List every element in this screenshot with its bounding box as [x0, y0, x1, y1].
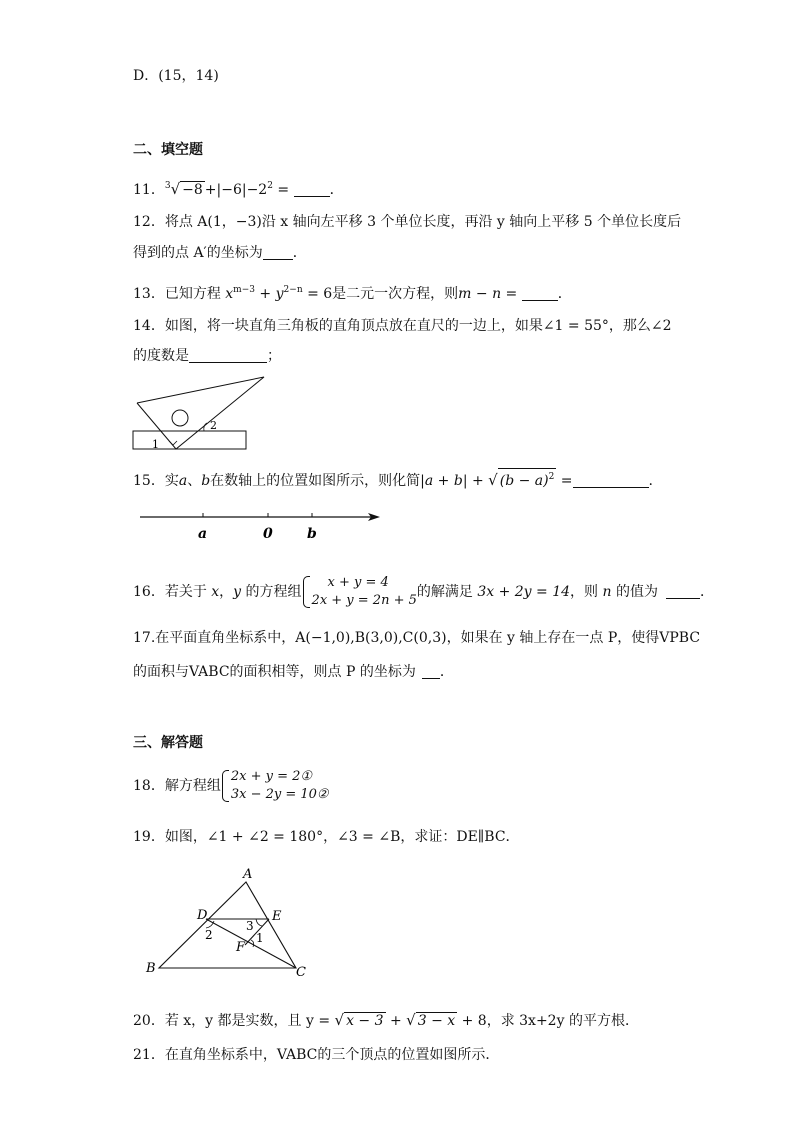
option-d: D．(15，14)	[133, 68, 219, 84]
question-16: 16．若关于 x，y 的方程组 x + y = 4 2x + y = 2n + 5 的解满足 3x + 2y = 14，则 n 的值为 ．	[133, 575, 714, 608]
section-fill-blank-heading: 二、填空题	[133, 142, 203, 158]
equation-system: 2x + y = 2① 3x − 2y = 10②	[221, 768, 329, 804]
angle-2-label: 2	[205, 928, 213, 942]
label-A: A	[243, 867, 253, 882]
label-D: D	[197, 908, 208, 923]
label-F: F	[236, 940, 246, 955]
angle-1-label: 1	[256, 931, 264, 945]
question-14-line2: 的度数是 ；	[133, 348, 281, 364]
tick-label-0: 0	[263, 526, 273, 542]
question-19: 19．如图，∠1 + ∠2 = 180°，∠3 = ∠B，求证：DE∥BC．	[133, 829, 520, 845]
label-B: B	[146, 961, 156, 976]
tick-label-b: b	[307, 526, 317, 542]
question-13: 13．已知方程 $x^{m-3} + y^{2-n} = 6$是二元一次方程，则m − n = ．	[133, 285, 572, 302]
question-17-line1: 17.在平面直角坐标系中，A(−1,0),B(3,0),C(0,3)，如果在 y 轴上存在一点 P，使得VPBC	[133, 630, 701, 646]
tick-label-a: a	[198, 526, 208, 542]
label-C: C	[296, 965, 306, 980]
question-17-line2: 的面积与VABC的面积相等，则点 P 的坐标为 ．	[133, 664, 454, 680]
angle-1-label: 1	[152, 438, 159, 451]
question-12-line1: 12．将点 A(1，−3)沿 x 轴向左平移 3 个单位长度，再沿 y 轴向上平移 5 个单位长度后	[133, 214, 682, 230]
question-14-line1: 14．如图，将一块直角三角板的直角顶点放在直尺的一边上，如果∠1 = 55°，那么∠2	[133, 318, 672, 334]
question-15: 15．实a、b在数轴上的位置如图所示，则化简|a + b| + √ $(b - a)^2$ = .	[133, 468, 653, 491]
question-20: 20．若 x，y 都是实数，且 y = √ x − 3 + √ 3 − x + 8，求 3x+2y 的平方根．	[133, 1011, 639, 1029]
question-11: 11．$^3√ -8 +|-6|-2^2$ = ．	[133, 180, 344, 198]
question-21: 21．在直角坐标系中，VABC的三个顶点的位置如图所示．	[133, 1047, 500, 1063]
angle-2-label: 2	[210, 419, 217, 432]
equation-system: x + y = 4 2x + y = 2n + 5	[302, 574, 417, 610]
question-18: 18．解方程组 2x + y = 2① 3x − 2y = 10②	[133, 769, 329, 802]
label-E: E	[272, 909, 282, 924]
angle-3-label: 3	[246, 919, 254, 933]
section-solve-heading: 三、解答题	[133, 735, 203, 751]
question-12-line2: 得到的点 A′的坐标为 ．	[133, 245, 307, 261]
triangle-abc	[159, 882, 296, 968]
